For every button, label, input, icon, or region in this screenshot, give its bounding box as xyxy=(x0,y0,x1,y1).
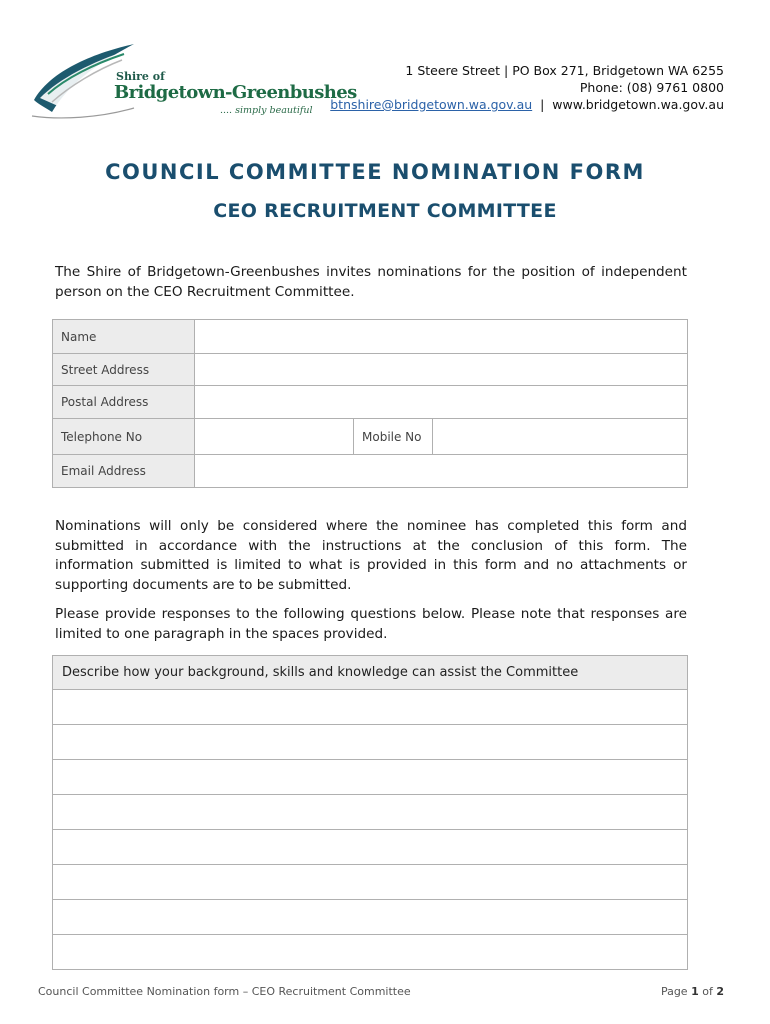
response-line-input[interactable] xyxy=(53,899,691,935)
form-subtitle: CEO RECRUITMENT COMMITTEE xyxy=(213,200,557,222)
name-row xyxy=(53,320,688,354)
telephone-field[interactable] xyxy=(195,419,354,455)
name-label: Name xyxy=(53,320,195,354)
mobile-input[interactable] xyxy=(433,428,687,445)
intro-paragraph: The Shire of Bridgetown-Greenbushes invites nominations for the position of independent person on the CEO Recruitment Committee. xyxy=(55,264,687,300)
page-current: 1 xyxy=(691,985,699,998)
telephone-input[interactable] xyxy=(195,428,353,445)
response-line-field[interactable] xyxy=(53,795,688,830)
response-line-field[interactable] xyxy=(53,830,688,865)
response-line-field[interactable] xyxy=(53,690,688,725)
name-input[interactable] xyxy=(195,328,687,345)
response-line-field[interactable] xyxy=(53,900,688,935)
question1-header-row xyxy=(53,656,688,690)
postal-address-row xyxy=(53,386,688,419)
telephone-row xyxy=(53,419,688,455)
page-word: Page xyxy=(660,985,688,998)
response-line xyxy=(53,935,688,970)
postal-address-label: Postal Address xyxy=(53,386,195,419)
contact-address: 1 Steere Street | PO Box 271, Bridgetown WA 6255 xyxy=(405,63,724,78)
response-line-input[interactable] xyxy=(53,724,691,760)
email-link[interactable]: btnshire@bridgetown.wa.gov.au xyxy=(330,97,533,112)
response-line-field[interactable] xyxy=(53,760,688,795)
instructions-paragraph: Nominations will only be considered where the nominee has completed this form and submitted in accordance with the instructions at the conclusion of this form. The information submitted is limited to what is provided in this form and no attachments or supporting documents are to be submitted. xyxy=(55,518,687,593)
street-address-field[interactable] xyxy=(195,354,688,386)
response-line-input[interactable] xyxy=(53,794,691,830)
form-title: COUNCIL COMMITTEE NOMINATION FORM xyxy=(105,160,645,184)
page-of-word: of xyxy=(702,985,713,998)
response-line xyxy=(53,690,688,725)
question1-table xyxy=(52,655,688,970)
contact-email-web-row xyxy=(330,96,724,113)
response-line xyxy=(53,865,688,900)
contact-separator: | xyxy=(540,97,545,112)
telephone-label: Telephone No xyxy=(53,419,195,455)
street-address-input[interactable] xyxy=(195,361,687,378)
postal-address-field[interactable] xyxy=(195,386,688,419)
response-line xyxy=(53,900,688,935)
name-field[interactable] xyxy=(195,320,688,354)
postal-address-input[interactable] xyxy=(195,394,687,411)
email-row xyxy=(53,455,688,488)
question1-label: Describe how your background, skills and knowledge can assist the Committee xyxy=(53,656,688,690)
email-label: Email Address xyxy=(53,455,195,488)
footer-page-number xyxy=(661,985,724,998)
response-line xyxy=(53,725,688,760)
street-address-row xyxy=(53,354,688,386)
response-line-input[interactable] xyxy=(53,864,691,900)
street-address-label: Street Address xyxy=(53,354,195,386)
response-line-input[interactable] xyxy=(53,759,691,795)
response-line-input[interactable] xyxy=(53,829,691,865)
logo-tagline: .... simply beautiful xyxy=(220,105,313,116)
response-line-input[interactable] xyxy=(53,934,691,970)
email-input[interactable] xyxy=(195,463,687,480)
questions-intro-paragraph: Please provide responses to the following questions below. Please note that responses are limited to one paragraph in the spaces provided. xyxy=(55,606,687,642)
page-total: 2 xyxy=(716,985,724,998)
contact-block xyxy=(330,62,724,113)
response-line-field[interactable] xyxy=(53,865,688,900)
logo-shire-name: Bridgetown-Greenbushes xyxy=(114,82,357,103)
website-text: www.bridgetown.wa.gov.au xyxy=(552,97,724,112)
response-line xyxy=(53,830,688,865)
contact-phone: Phone: (08) 9761 0800 xyxy=(579,80,724,95)
response-line-input[interactable] xyxy=(53,689,691,725)
personal-details-table xyxy=(52,319,688,488)
footer-document-title: Council Committee Nomination form – CEO Recruitment Committee xyxy=(38,985,411,998)
response-line-field[interactable] xyxy=(53,725,688,760)
email-field[interactable] xyxy=(195,455,688,488)
logo-shire-of: Shire of xyxy=(116,70,165,83)
shire-logo xyxy=(30,42,357,122)
mobile-label: Mobile No xyxy=(354,419,433,455)
response-line xyxy=(53,760,688,795)
mobile-field[interactable] xyxy=(433,419,688,455)
response-line-field[interactable] xyxy=(53,935,688,970)
response-line xyxy=(53,795,688,830)
